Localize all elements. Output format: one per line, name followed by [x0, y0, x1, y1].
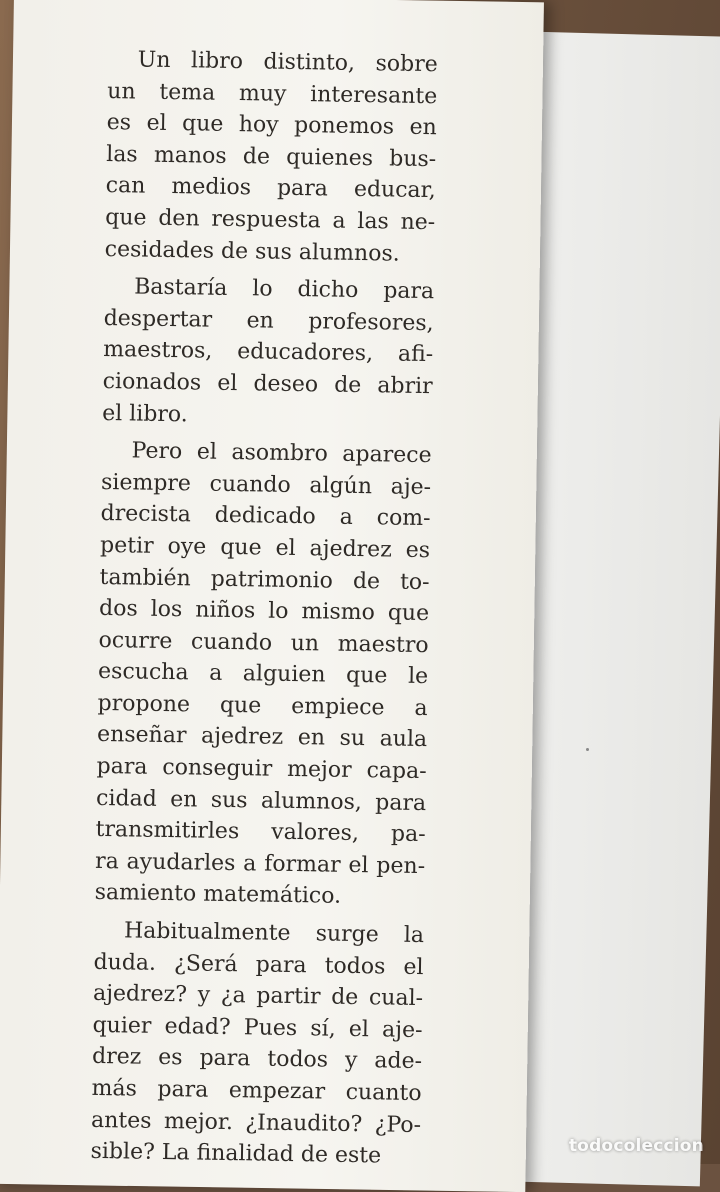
text-line: maestros, educadores, afi- [102, 337, 434, 368]
text-line: para conseguir mejor capa- [96, 753, 427, 785]
paragraph-1 [105, 44, 438, 270]
text-line: un tema muy interesante [107, 78, 438, 109]
text-line: siempre cuando algún aje- [100, 469, 432, 500]
text-line: cesidades de sus alumnos. [104, 236, 400, 267]
text-line: dos los niños lo mismo que [98, 596, 430, 627]
text-line: drecista dedicado a com- [100, 501, 431, 532]
text-line: can medios para educar, [105, 173, 436, 204]
paragraph-2 [102, 271, 434, 434]
text-line: ajedrez? y ¿a partir de cual- [92, 981, 424, 1012]
text-line: transmitirles valores, pa- [95, 817, 426, 848]
paragraph-4 [90, 915, 424, 1173]
text-line: sible? La finalidad de este [90, 1139, 382, 1169]
text-line: cionados el deseo de abrir [102, 368, 433, 400]
text-line: más para empezar cuanto [91, 1075, 422, 1107]
text-line: Un libro distinto, sobre [137, 47, 438, 78]
text-line: cidad en sus alumnos, para [95, 785, 427, 816]
page-speck [586, 748, 589, 751]
text-line: petir oye que el ajedrez es [99, 532, 431, 564]
text-line: Habitualmente surge la [123, 918, 425, 949]
text-line: ocurre cuando un maestro [98, 627, 429, 658]
watermark-logo: todocoleccion [568, 1136, 704, 1156]
text-line: enseñar ajedrez en su aula [96, 722, 428, 753]
text-line: el libro. [102, 400, 188, 427]
text-line: samiento matemático. [94, 880, 342, 910]
text-line: antes mejor. ¿Inaudito? ¿Po- [90, 1107, 422, 1138]
text-line: Pero el asombro aparece [131, 438, 432, 469]
text-line: es el que hoy ponemos en [106, 110, 437, 141]
text-line: duda. ¿Será para todos el [93, 949, 424, 980]
book-flap-text [90, 44, 438, 1179]
text-line: despertar en profesores, [103, 305, 434, 336]
text-line: ra ayudarles a formar el pen- [94, 848, 426, 879]
text-line: escucha a alguien que le [97, 659, 429, 690]
text-line: propone que empiece a [97, 690, 428, 721]
text-line: que den respuesta a las ne- [105, 204, 436, 236]
text-line: quier edad? Pues sí, el aje- [92, 1012, 423, 1043]
paragraph-3 [94, 435, 431, 914]
text-line: Bastaría lo dicho para [133, 274, 435, 305]
text-line: las manos de quienes bus- [106, 141, 437, 172]
text-line: drez es para todos y ade- [91, 1044, 423, 1075]
text-line: también patrimonio de to- [99, 564, 430, 595]
